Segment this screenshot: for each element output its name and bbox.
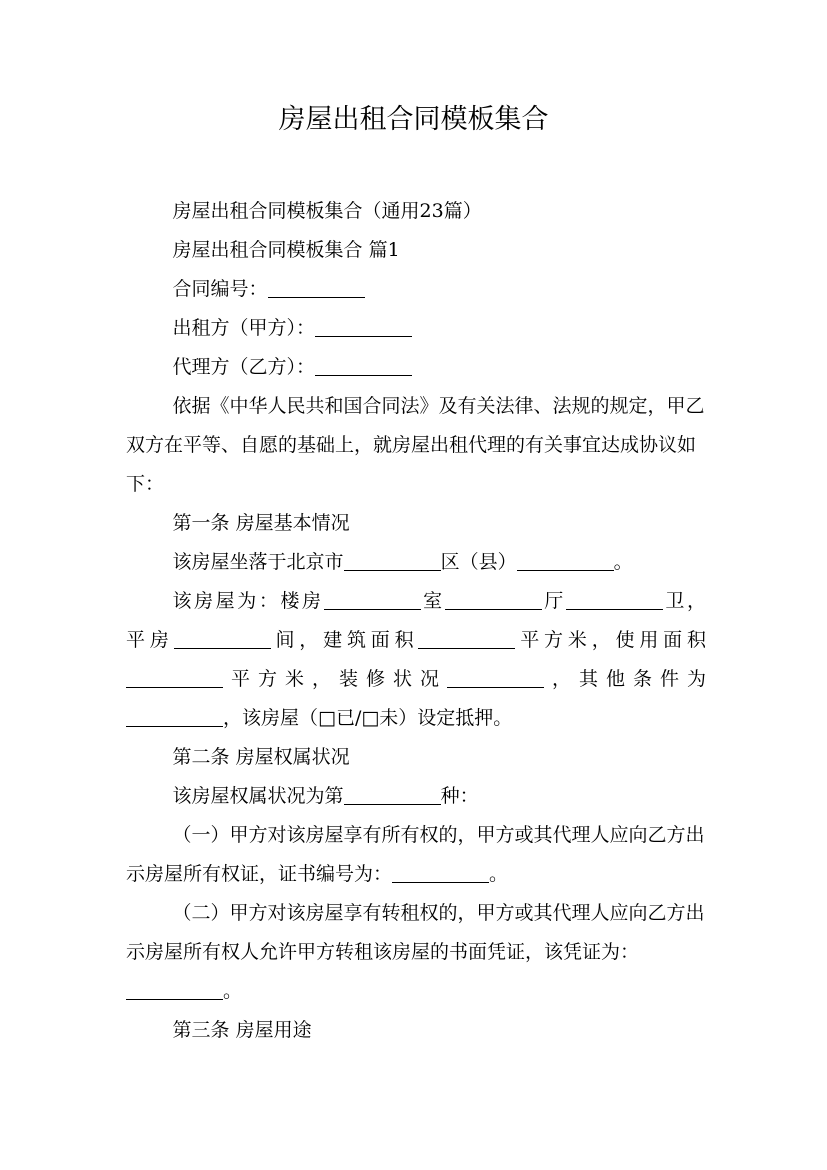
house-text-b: 室 — [420, 590, 445, 612]
rooms-blank — [324, 590, 421, 610]
baths-blank — [566, 590, 663, 610]
section-3-heading: 第三条 房屋用途 — [172, 1019, 312, 1041]
clause-1-text: （一）甲方对该房屋享有所有权的，甲方或其代理人应向乙方出示房屋所有权证，证书编号为： — [126, 824, 705, 885]
district-blank-1 — [344, 551, 441, 571]
document-title: 房屋出租合同模板集合 — [278, 104, 549, 135]
other-conditions-blank — [126, 707, 223, 727]
ownership-clause-2 — [126, 894, 706, 1011]
ownership-clause-1 — [126, 816, 706, 894]
clause-2-text: （二）甲方对该房屋享有转租权的，甲方或其代理人应向乙方出示房屋所有权人允许甲方转租该房屋的书面凭证，该凭证为： — [126, 902, 705, 963]
contract-number-blank — [268, 278, 365, 298]
document-body — [126, 192, 706, 1050]
collection-subtitle: 房屋出租合同模板集合（通用23篇） — [172, 200, 482, 222]
house-text-h: 平方米，装修状况 — [223, 668, 447, 690]
section-1-heading: 第一条 房屋基本情况 — [172, 512, 350, 534]
ownership-type-blank — [344, 785, 441, 805]
house-details-line-2 — [126, 621, 706, 660]
house-text-a: 该房屋为：楼房 — [172, 590, 324, 612]
section-2-heading: 第二条 房屋权属状况 — [172, 746, 350, 768]
clause-2-end: 。 — [223, 980, 243, 1002]
halls-blank — [445, 590, 542, 610]
decoration-blank — [447, 668, 544, 688]
house-text-c: 厅 — [541, 590, 566, 612]
bungalow-blank — [174, 629, 271, 649]
house-text-j: ，该房屋（□已/□未）设定抵押。 — [223, 707, 513, 729]
lessor-line — [126, 309, 706, 348]
preamble-paragraph: 依据《中华人民共和国合同法》及有关法律、法规的规定，甲乙双方在平等、自愿的基础上，就房屋出租代理的有关事宜达成协议如下： — [126, 395, 705, 495]
contract-number-line — [126, 270, 706, 309]
agent-label: 代理方（乙方）： — [172, 356, 316, 378]
building-area-blank — [418, 629, 515, 649]
ownership-text-a: 该房屋权属状况为第 — [172, 785, 344, 807]
ownership-text-b: 种： — [440, 785, 479, 807]
house-details-line-3 — [126, 660, 706, 699]
location-text-c: 。 — [613, 551, 633, 573]
house-text-f: 间，建筑面积 — [270, 629, 419, 651]
lessor-label: 出租方（甲方）： — [172, 317, 316, 339]
location-paragraph — [126, 543, 706, 582]
agent-blank — [315, 356, 412, 376]
clause-1-end: 。 — [489, 863, 509, 885]
house-text-g: 平方米，使用面积 — [515, 629, 706, 651]
usable-area-blank — [126, 668, 223, 688]
house-text-i: ，其他条件为 — [543, 668, 706, 690]
contract-number-label: 合同编号： — [172, 278, 268, 300]
house-details-line-4 — [126, 699, 706, 738]
house-text-e: 平房 — [126, 629, 174, 651]
article-heading: 房屋出租合同模板集合 篇1 — [172, 239, 400, 261]
ownership-type-line — [126, 777, 706, 816]
certificate-number-blank — [392, 863, 489, 883]
voucher-blank — [126, 980, 223, 1000]
lessor-blank — [315, 317, 412, 337]
district-blank-2 — [517, 551, 614, 571]
agent-line — [126, 348, 706, 387]
house-text-d: 卫， — [662, 590, 706, 612]
location-text-b: 区（县） — [440, 551, 517, 573]
house-details-line-1 — [126, 582, 706, 621]
location-text-a: 该房屋坐落于北京市 — [172, 551, 344, 573]
